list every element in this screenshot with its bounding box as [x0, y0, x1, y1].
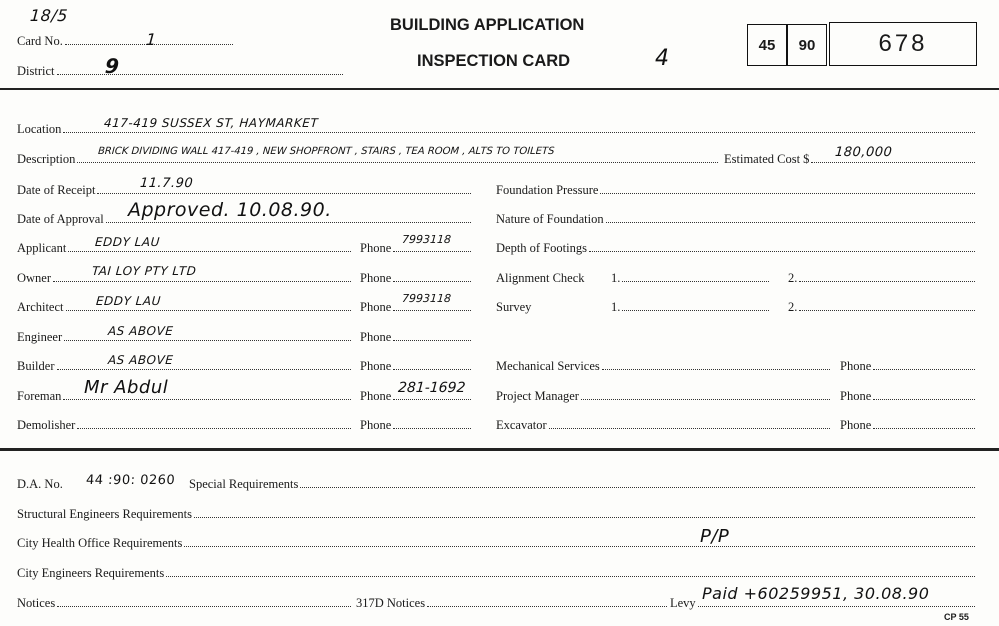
applicant-field: Applicant	[17, 241, 353, 256]
health-requirements-value: P/P	[700, 526, 730, 547]
da-number-value: 44 :90: 0260	[85, 473, 176, 488]
excavator-phone-field: Phone	[840, 418, 977, 433]
foreman-phone-value: 281-1692	[397, 380, 466, 396]
owner-phone-field: Phone	[360, 271, 473, 286]
architect-phone-field: Phone	[360, 300, 473, 315]
survey-1-field: 1.	[611, 300, 771, 315]
levy-field: Levy	[670, 596, 977, 611]
applicant-value: EDDY LAU	[94, 235, 161, 249]
notices-317d-field: 317D Notices	[356, 596, 669, 611]
builder-field: Builder	[17, 359, 353, 374]
special-requirements-field: Special Requirements	[189, 477, 977, 492]
card-number-value: 1	[145, 30, 158, 49]
reference-box-678: 678	[829, 22, 977, 66]
estimated-cost-value: 180,000	[834, 145, 893, 160]
demolisher-field: Demolisher	[17, 418, 353, 433]
alignment-check-1-field: 1.	[611, 271, 771, 286]
health-requirements-field: City Health Office Requirements	[17, 536, 977, 551]
mechanical-services-field: Mechanical Services	[496, 359, 832, 374]
engineer-field: Engineer	[17, 330, 353, 345]
form-code: CP 55	[944, 612, 969, 622]
project-manager-field: Project Manager	[496, 389, 832, 404]
city-engineers-field: City Engineers Requirements	[17, 566, 977, 581]
foreman-value: Mr Abdul	[84, 377, 169, 398]
date-approval-value: Approved. 10.08.90.	[128, 199, 332, 221]
owner-field: Owner	[17, 271, 353, 286]
description-value: BRICK DIVIDING WALL 417-419 , NEW SHOPFRONT , STAIRS , TEA ROOM , ALTS TO TOILETS	[97, 146, 555, 157]
architect-phone-value: 7993118	[401, 292, 452, 305]
district-field	[17, 64, 345, 79]
form-title-line1: BUILDING APPLICATION	[390, 16, 585, 34]
reference-box-45: 45	[747, 24, 787, 66]
applicant-phone-value: 7993118	[401, 233, 452, 246]
section-divider	[0, 448, 999, 451]
date-approval-field: Date of Approval	[17, 212, 473, 227]
levy-value: Paid +60259951, 30.08.90	[702, 584, 930, 603]
card-number-note: 18/5	[29, 6, 69, 25]
engineer-value: AS ABOVE	[107, 324, 174, 338]
excavator-field: Excavator	[496, 418, 832, 433]
survey-2-field: 2.	[788, 300, 977, 315]
architect-field: Architect	[17, 300, 353, 315]
location-value: 417-419 SUSSEX ST, HAYMARKET	[103, 116, 319, 130]
description-label: Description	[17, 152, 76, 166]
district-label: District	[17, 64, 55, 78]
nature-foundation-field: Nature of Foundation	[496, 212, 977, 227]
engineer-phone-field: Phone	[360, 330, 473, 345]
project-manager-phone-field: Phone	[840, 389, 977, 404]
survey-label: Survey	[496, 300, 532, 314]
mechanical-phone-field: Phone	[840, 359, 977, 374]
header-divider	[0, 88, 999, 90]
reference-box-90: 90	[787, 24, 827, 66]
district-value: 9	[104, 54, 121, 78]
da-number-label: D.A. No.	[17, 477, 63, 491]
architect-value: EDDY LAU	[95, 294, 162, 308]
structural-requirements-field: Structural Engineers Requirements	[17, 507, 977, 522]
card-number-field	[17, 34, 235, 49]
form-title-line2: INSPECTION CARD	[417, 52, 571, 70]
foreman-phone-field: Phone	[360, 389, 473, 404]
location-label: Location	[17, 122, 62, 136]
owner-value: TAI LOY PTY LTD	[91, 264, 197, 278]
estimated-cost-label: Estimated Cost $	[724, 152, 810, 166]
card-number-label: Card No.	[17, 34, 63, 48]
foreman-field: Foreman	[17, 389, 353, 404]
applicant-phone-field: Phone	[360, 241, 473, 256]
handwritten-mark: 4	[655, 46, 670, 71]
alignment-check-2-field: 2.	[788, 271, 977, 286]
builder-value: AS ABOVE	[107, 353, 174, 367]
builder-phone-field: Phone	[360, 359, 473, 374]
depth-footings-field: Depth of Footings	[496, 241, 977, 256]
date-receipt-field: Date of Receipt	[17, 183, 473, 198]
foundation-pressure-field: Foundation Pressure	[496, 183, 977, 198]
notices-field: Notices	[17, 596, 353, 611]
alignment-check-label: Alignment Check	[496, 271, 585, 285]
date-receipt-value: 11.7.90	[139, 176, 194, 191]
demolisher-phone-field: Phone	[360, 418, 473, 433]
